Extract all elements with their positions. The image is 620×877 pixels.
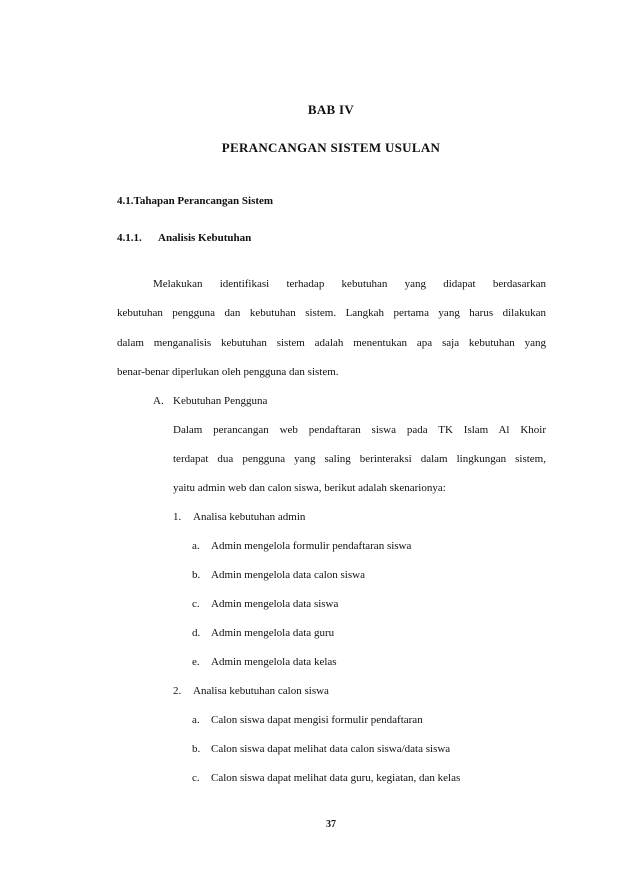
list-text: Admin mengelola data kelas	[211, 656, 337, 668]
list-text: Admin mengelola data guru	[211, 627, 335, 639]
list-text: Admin mengelola data siswa	[211, 598, 339, 610]
list-marker: c.	[192, 598, 200, 610]
list-marker: b.	[192, 569, 201, 581]
paragraph-line: yaitu admin web dan calon siswa, berikut adalah skenarionya:	[173, 482, 446, 494]
section-heading-4-1-1	[117, 232, 251, 244]
paragraph-line: terdapat dua pengguna yang saling berinteraksi dalam lingkungan sistem,	[173, 453, 546, 465]
list-marker: A.	[153, 395, 164, 407]
list-marker: a.	[192, 540, 200, 552]
list-marker: c.	[192, 772, 200, 784]
list-marker: b.	[192, 743, 201, 755]
list-marker: a.	[192, 714, 200, 726]
paragraph-line: dalam menganalisis kebutuhan sistem adalah menentukan apa saja kebutuhan yang	[117, 337, 546, 349]
chapter-title: PERANCANGAN SISTEM USULAN	[221, 140, 441, 155]
page-number: 37	[326, 819, 336, 830]
list-item	[192, 598, 338, 610]
list-item	[192, 569, 365, 581]
paragraph-line: kebutuhan pengguna dan kebutuhan sistem. Langkah pertama yang harus dilakukan	[117, 307, 546, 319]
list-label: Analisa kebutuhan calon siswa	[193, 685, 329, 697]
list-marker: e.	[192, 656, 200, 668]
list-marker: 1.	[173, 511, 182, 523]
list-label: Kebutuhan Pengguna	[173, 395, 268, 407]
numbered-item-2	[173, 685, 329, 697]
list-item	[192, 540, 411, 552]
section-heading-4-1	[117, 195, 273, 207]
paragraph-line: Melakukan identifikasi terhadap kebutuhan yang didapat berdasarkan	[153, 278, 546, 290]
list-label: Analisa kebutuhan admin	[193, 511, 306, 523]
paragraph-line: Dalam perancangan web pendaftaran siswa pada TK Islam Al Khoir	[173, 424, 546, 436]
list-marker: d.	[192, 627, 201, 639]
list-marker: 2.	[173, 685, 182, 697]
list-item-a	[153, 395, 267, 407]
list-text: Calon siswa dapat mengisi formulir pendaftaran	[211, 714, 423, 726]
numbered-item-1	[173, 511, 305, 523]
list-text: Calon siswa dapat melihat data calon siswa/data siswa	[211, 743, 451, 755]
list-item	[192, 714, 423, 726]
section-title: Analisis Kebutuhan	[158, 232, 252, 244]
section-number: 4.1.1.	[117, 232, 142, 244]
section-title: Tahapan Perancangan Sistem	[133, 195, 274, 207]
section-number: 4.1.	[117, 195, 134, 207]
list-item	[192, 656, 337, 668]
chapter-label: BAB IV	[307, 102, 355, 117]
list-item	[192, 772, 460, 784]
list-text: Admin mengelola data calon siswa	[211, 569, 365, 581]
list-item	[192, 743, 450, 755]
list-text: Calon siswa dapat melihat data guru, kegiatan, dan kelas	[211, 772, 461, 784]
paragraph-line: benar-benar diperlukan oleh pengguna dan sistem.	[117, 366, 339, 378]
list-item	[192, 627, 334, 639]
list-text: Admin mengelola formulir pendaftaran siswa	[211, 540, 412, 552]
